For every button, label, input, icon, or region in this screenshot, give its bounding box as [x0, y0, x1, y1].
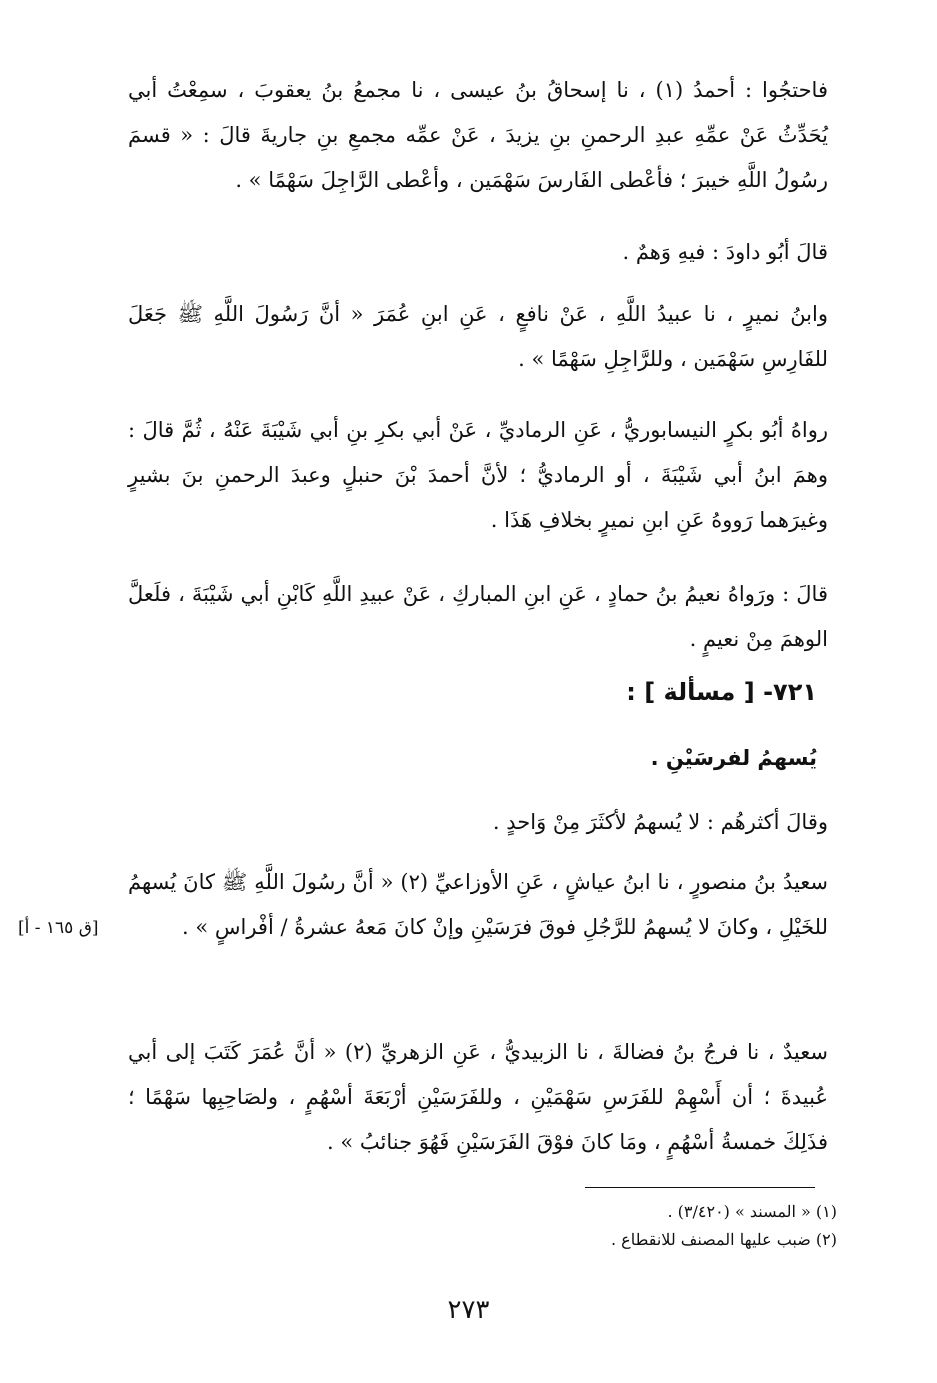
paragraph-1: فاحتجُوا : أحمدُ (١) ، نا إسحاقُ بنُ عيسى ، نا مجمعُ بنُ يعقوبَ ، سمِعْتُ أبي يُحَدِّثُ عَنْ عمِّهِ عبدِ الرحمنِ بنِ يزيدَ ، عَنْ عمِّه مجمعِ بنِ جاريةَ قالَ : « قسمَ رسُولُ اللَّهِ خيبرَ ؛ فأعْطى الفَارسَ سَهْمَين ، وأعْطى الرَّاجِلَ سَهْمًا » . [128, 78, 828, 192]
page-number: ٢٧٣ [447, 1295, 490, 1325]
issue-heading: ٧٢١- [ مسألة ] : [626, 678, 817, 706]
paragraph-hadith-ahmad [128, 68, 828, 203]
paragraph-7: سعيدُ بنُ منصورٍ ، نا ابنُ عياشٍ ، عَنِ الأوزاعيِّ (٢) « أنَّ رسُولَ اللَّهِ ﷺ كانَ يُسهمُ للخَيْلِ ، وكانَ لا يُسهمُ للرَّجُلِ فوقَ فرَسَيْنِ وإنْ كانَ مَعهُ عشرةُ / أفْراسٍ » . [128, 870, 829, 939]
manuscript-folio-marker: [ق ١٦٥ - أ] [18, 918, 99, 938]
paragraph-8: سعيدٌ ، نا فرجُ بنُ فضالةَ ، نا الزبيديُّ ، عَنِ الزهريِّ (٢) « أنَّ عُمَرَ كَتَبَ إلى أبي عُبيدةَ ؛ أن أَسْهِمْ للفَرَسِ سَهْمَيْنِ ، وللفَرَسَيْنِ أرْبَعَةَ أسْهُمٍ ، ولصَاحِبِها سَهْمًا ؛ فذَلِكَ خمسةُ أسْهُمٍ ، ومَا كانَ فوْقَ الفَرَسَيْنِ فَهُوَ جنائبُ » . [128, 1040, 828, 1154]
paragraph-5: قالَ : ورَواهُ نعيمُ بنُ حمادٍ ، عَنِ ابنِ المباركِ ، عَنْ عبيدِ اللَّهِ كَابْنِ أبي شَيْبَةَ ، فلَعلَّ الوهمَ مِنْ نعيمٍ . [128, 582, 828, 651]
issue-ruling: يُسهمُ لفرسَيْنِ . [650, 746, 817, 770]
paragraph-said-zuhri [128, 1030, 828, 1165]
footnotes [137, 1198, 837, 1254]
paragraph-naysaburi [128, 408, 828, 543]
paragraph-majority-view [128, 800, 828, 845]
paragraph-6: وقالَ أكثرهُم : لا يُسهمُ لأكثَرَ مِنْ وَاحدٍ . [492, 810, 828, 834]
paragraph-nuaym [128, 572, 828, 662]
paragraph-2: قالَ أبُو داودَ : فيهِ وَهمٌ . [622, 240, 828, 264]
footnote-2: (٢) ضبب عليها المصنف للانقطاع . [611, 1230, 837, 1249]
paragraph-said-ibn-mansur [128, 860, 828, 950]
paragraph-ibn-numayr [128, 292, 828, 382]
paragraph-abu-dawud [128, 230, 828, 275]
footnote-1: (١) « المسند » (٣/٤٢٠) . [667, 1202, 837, 1221]
paragraph-4: رواهُ أبُو بكرٍ النيسابوريُّ ، عَنِ الرماديِّ ، عَنْ أبي بكرِ بنِ أبي شَيْبَةَ عَنْهُ ، ثُمَّ قالَ : وهمَ ابنُ أبي شَيْبَةَ ، أو الرماديُّ ؛ لأنَّ أحمدَ بْنَ حنبلٍ وعبدَ الرحمنِ بنَ بشيرٍ وغيرَهما رَووهُ عَنِ ابنِ نميرٍ بخلافِ هَذَا . [128, 418, 828, 532]
footnote-separator [585, 1187, 815, 1188]
paragraph-3: وابنُ نميرٍ ، نا عبيدُ اللَّهِ ، عَنْ نافعٍ ، عَنِ ابنِ عُمَرَ « أنَّ رَسُولَ اللَّهِ ﷺ جَعَلَ للفَارِسِ سَهْمَين ، وللرَّاجِلِ سَهْمًا » . [128, 302, 828, 371]
